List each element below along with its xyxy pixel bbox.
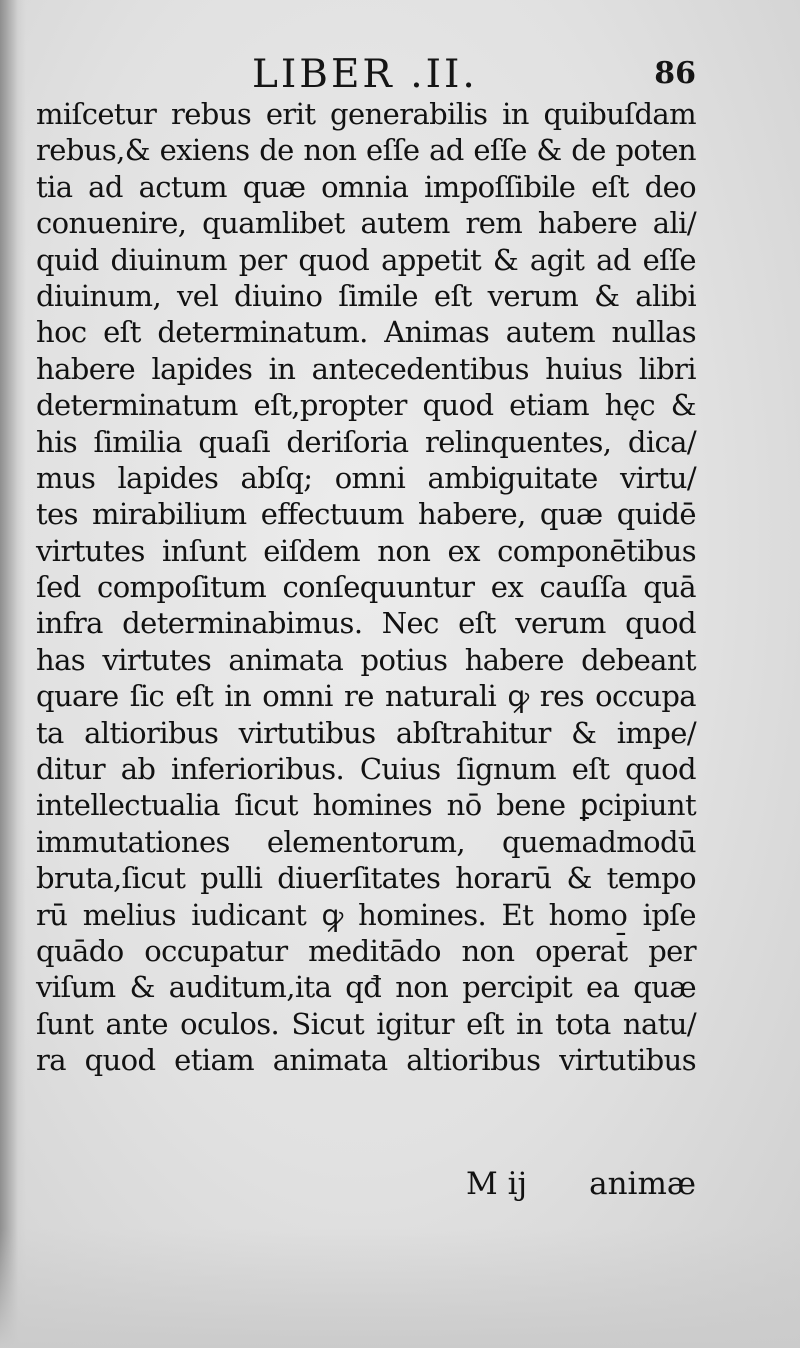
page-gutter-shadow <box>0 0 26 1348</box>
text-line: determinatum eſt,propter quod etiam hęc & <box>36 388 696 423</box>
text-line: habere lapides in antecedentibus huius libri <box>36 351 696 386</box>
page-header <box>36 52 696 102</box>
running-head: LIBER .II. <box>252 52 478 97</box>
text-line: rebus,& exiens de non eſſe ad eſſe & de poten <box>36 133 696 168</box>
text-line: ditur ab inferioribus. Cuius ſignum eſt quod <box>36 752 696 787</box>
body-text <box>36 96 696 1079</box>
text-line: his ſimilia quaſi deriſoria relinquentes, dica/ <box>36 424 696 459</box>
text-line: virtutes inſunt eiſdem non ex componētibus <box>36 533 696 568</box>
text-line: ra quod etiam animata altioribus virtutibus <box>36 1043 696 1078</box>
text-line: hoc eſt determinatum. Animas autem nullas <box>36 315 696 350</box>
text-line: quare ſic eſt in omni re naturali ꝙ res occupa <box>36 679 696 714</box>
text-line: quid diuinum per quod appetit & agit ad eſſe <box>36 242 696 277</box>
text-line: tia ad actum quæ omnia impoſſibile eſt deo <box>36 169 696 204</box>
text-line: conuenire, quamlibet autem rem habere ali/ <box>36 206 696 241</box>
catchword: animæ <box>589 1166 696 1202</box>
text-line: tes mirabilium effectuum habere, quæ quidē <box>36 497 696 532</box>
text-line: immutationes elementorum, quemadmodū <box>36 824 696 859</box>
text-line: quādo occupatur meditādo non operat̄ per <box>36 933 696 968</box>
text-line: ſunt ante oculos. Sicut igitur eſt in tota natu/ <box>36 1006 696 1041</box>
text-line: bruta,ſicut pulli diuerſitates horarū & tempo <box>36 861 696 896</box>
text-line: miſcetur rebus erit generabilis in quibuſdam <box>36 97 696 131</box>
text-line: viſum & auditum,ita qđ non percipit ea quæ <box>36 970 696 1005</box>
text-line: has virtutes animata potius habere debeant <box>36 642 696 677</box>
text-line: infra determinabimus. Nec eſt verum quod <box>36 606 696 641</box>
text-line: rū melius iudicant ꝙ homines. Et homo ipſe <box>36 897 696 932</box>
text-line: ta altioribus virtutibus abſtrahitur & impe/ <box>36 715 696 750</box>
text-line: diuinum, vel diuino ſimile eſt verum & alibi <box>36 278 696 313</box>
page-bottom-shade <box>0 1228 800 1348</box>
text-line: mus lapides abſq; omni ambiguitate virtu/ <box>36 460 696 495</box>
folio-number: 86 <box>654 56 696 91</box>
catchline <box>36 1166 696 1206</box>
signature-mark: M ij <box>466 1166 528 1202</box>
text-line: ſed compoſitum conſequuntur ex cauſſa quā <box>36 570 696 605</box>
text-line: intellectualia ſicut homines nō bene ꝑcipiunt <box>36 788 696 823</box>
